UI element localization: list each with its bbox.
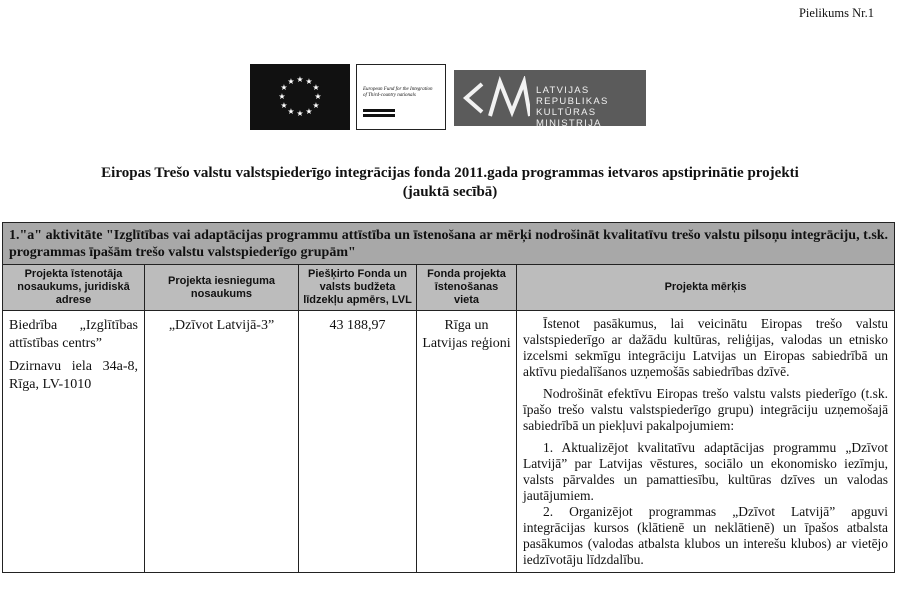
fund-logo-bar [363, 109, 395, 112]
activity-row [3, 223, 895, 265]
appendix-label: Pielikums Nr.1 [798, 6, 874, 20]
goal-item: 1. Aktualizējot kvalitatīvu adaptācijas programmu „Dzīvot Latvijā” par Latvijas vēstures, sociālo un ekonomisko iezīmju, valsts pārvaldes un pamattiesību, kultūras dzīves un valodas jautājumiem. [523, 440, 889, 503]
org-cell [3, 311, 145, 573]
fund-logo-bar [363, 114, 395, 117]
table-row [3, 311, 895, 573]
document-title [0, 164, 900, 202]
goal-cell [517, 311, 895, 573]
title-line-1: Eiropas Trešo valstu valstspiederīgo integrācijas fonda 2011.gada programmas ietvaros apstiprinātie projekti [101, 165, 799, 181]
activity-heading: 1."a" aktivitāte "Izglītības vai adaptācijas programmu attīstība un īstenošana ar mērķi nodrošināt kvalitatīvu trešo valstu pilsoņu integrāciju, t.sk. programmas īpašām trešo valstu valstspiederīgo grupām" [3, 223, 895, 265]
org-name: Biedrība „Izglītības attīstības centrs” [9, 318, 138, 351]
projects-table [2, 222, 895, 573]
ministry-mark-icon [460, 76, 530, 120]
ministry-logo [454, 70, 646, 129]
svg-text:★: ★ [296, 75, 304, 84]
project-name: „Dzīvot Latvijā-3” [145, 311, 299, 573]
ministry-name [536, 85, 646, 129]
table-header-row [3, 265, 895, 311]
column-header: Projekta mērķis [517, 265, 895, 311]
svg-text:★: ★ [305, 107, 313, 116]
goal-paragraph: Nodrošināt efektīvu Eiropas trešo valstu valsts piederīgo (t.sk. īpašo trešo valstu valstspiederīgo grupu) integrāciju uzņemošajā sabiedrībā un piekļuvi pakalpojumiem: [523, 386, 889, 433]
fund-logo [356, 64, 446, 130]
amount-cell: 43 188,97 [299, 311, 417, 573]
svg-text:★: ★ [314, 92, 322, 101]
column-header: Piešķirto Fonda un valsts budžeta līdzekļu apmērs, LVL [299, 265, 417, 311]
goal-item: 2. Organizējot programmas „Dzīvot Latvijā” apguvi integrācijas kursos (klātienē un neklātienē) un īpašos atbalsta pasākumos (valodas atbalsta klubos un interešu klubos) ar vietējo iedzīvotāju līdzdalību. [523, 504, 889, 567]
svg-text:★: ★ [280, 101, 288, 110]
column-header: Projekta iesnieguma nosaukums [145, 265, 299, 311]
column-header: Projekta īstenotāja nosaukums, juridiskā adrese [3, 265, 145, 311]
svg-text:★: ★ [312, 101, 320, 110]
title-line-2: (jauktā secībā) [402, 184, 498, 200]
svg-text:★: ★ [312, 83, 320, 92]
ministry-line-1: LATVIJAS REPUBLIKAS [536, 85, 609, 107]
svg-text:★: ★ [280, 83, 288, 92]
eu-flag-logo [250, 64, 350, 130]
fund-name: European Fund for the Integration of Third-country nationals [363, 87, 433, 98]
svg-text:★: ★ [305, 77, 313, 86]
location-cell: Rīga un Latvijas reģioni [417, 311, 517, 573]
svg-text:★: ★ [287, 107, 295, 116]
svg-text:★: ★ [287, 77, 295, 86]
svg-text:★: ★ [278, 92, 286, 101]
svg-text:★: ★ [296, 109, 304, 118]
column-header: Fonda projekta īstenošanas vieta [417, 265, 517, 311]
ministry-line-2: KULTŪRAS MINISTRIJA [536, 107, 602, 129]
goal-paragraph: Īstenot pasākumus, lai veicinātu Eiropas trešo valstu valstspiederīgo ar dažādu kultūras, reliģijas, valodas un etnisko izcelsmi sekmīgu integrāciju Latvijas un Eiropas sabiedrībā un aktīvu piedalīšanos uzņemošās sabiedrības dzīvē. [523, 316, 889, 379]
org-address: Dzirnavu iela 34a-8, Rīga, LV-1010 [9, 359, 138, 392]
